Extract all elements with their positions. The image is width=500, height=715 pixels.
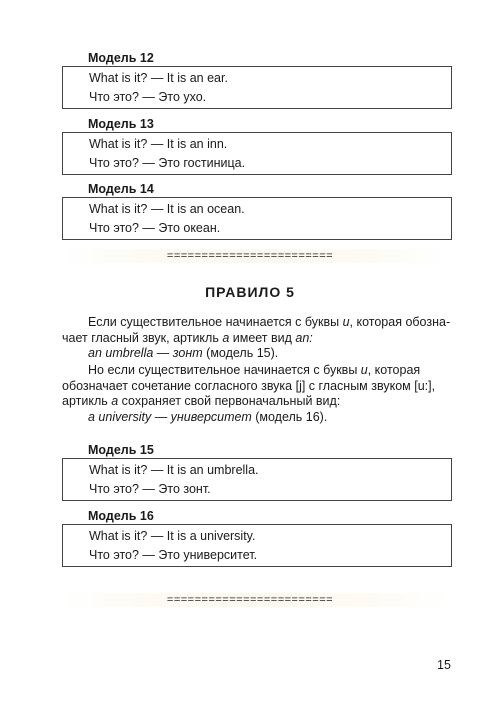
example-line: a university — университет (модель 16). [88,409,328,424]
model-title: Модель 13 [88,117,154,131]
page-number: 15 [437,658,451,672]
letter-u: u [360,363,368,377]
russian-line: Что это? — Это океан. [89,220,221,235]
text-line: чает гласный звук, артикль a имеет вид an: [62,330,313,345]
text-line: обозначает сочетание согласного звука [j] с гласным звуком [u:], [62,378,436,393]
model-title: Модель 14 [88,182,154,196]
article-a: a [111,394,119,408]
model-box [62,458,452,501]
russian-line: Что это? — Это ухо. [89,89,207,104]
english-line: What is it? — It is an umbrella. [89,463,259,477]
model-title: Модель 16 [88,509,154,523]
model-title: Модель 15 [88,443,154,457]
rule-paragraph-1 [62,315,454,362]
article-an: an: [295,330,313,345]
model-14 [62,183,452,240]
english-line: What is it? — It is an ear. [89,71,228,85]
rule-paragraph-2 [62,363,454,425]
english-line: What is it? — It is a university. [89,529,256,543]
english-line: What is it? — It is an ocean. [89,202,245,216]
model-box [62,197,452,240]
model-box [62,66,452,109]
english-line: What is it? — It is an inn. [89,137,228,151]
text-line: артикль a сохраняет свой первоначальный вид: [62,394,341,408]
model-box [62,132,452,175]
text-line: Но если существительное начинается с буквы u, которая [88,363,421,377]
text-line: Если существительное начинается с буквы u, которая обозна- [88,315,451,329]
example-line: an umbrella — зонт (модель 15). [88,346,279,360]
article-a: a [222,330,230,345]
section-separator: ======================== [166,594,334,606]
letter-u: u [342,315,350,329]
russian-line: Что это? — Это зонт. [89,481,211,496]
model-15 [62,444,452,501]
rule-heading: ПРАВИЛО 5 [205,284,295,300]
model-title: Модель 12 [88,51,154,65]
russian-line: Что это? — Это гостиница. [89,155,246,170]
model-12 [62,52,452,109]
model-13 [62,118,452,175]
model-16 [62,510,452,567]
russian-line: Что это? — Это университет. [89,547,258,562]
model-box [62,524,452,567]
section-separator: ======================== [166,250,334,262]
